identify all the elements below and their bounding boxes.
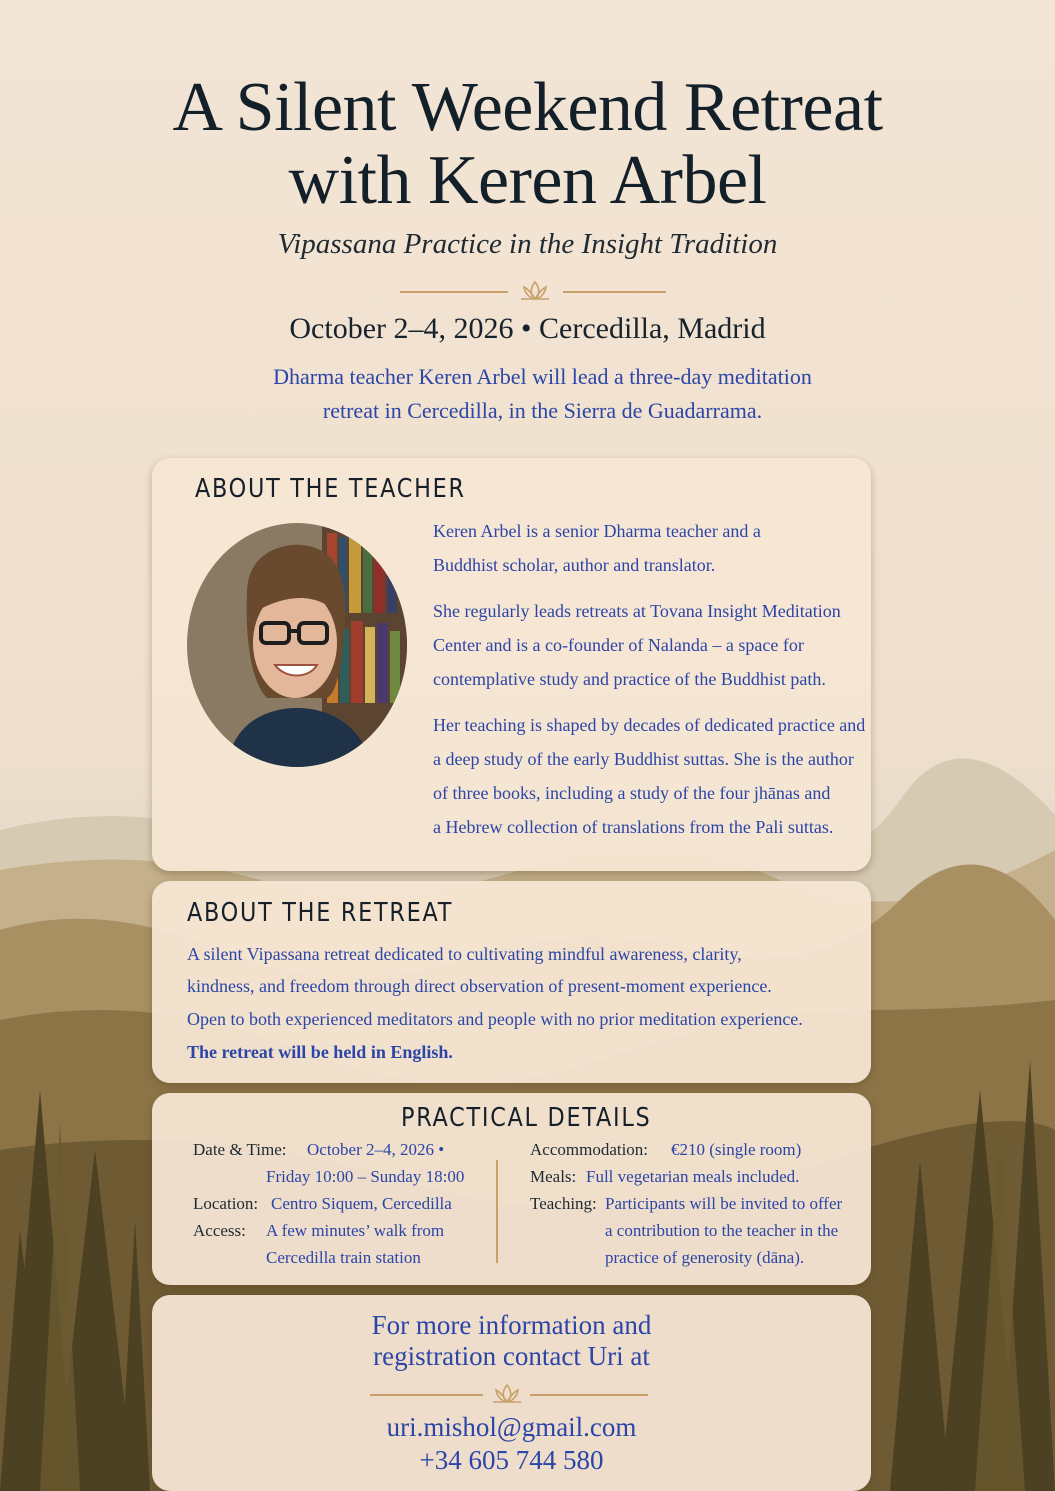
page-title-line-1: A Silent Weekend Retreat — [172, 69, 883, 146]
retreat-line-2: kindness, and freedom through direct observation of present-moment experience. — [187, 976, 772, 996]
teacher-bio-line-7: a deep study of the early Buddhist suttas. She is the author — [433, 749, 854, 769]
retreat-line-3: Open to both experienced meditators and people with no prior meditation experience. — [187, 1009, 803, 1029]
teacher-bio-line-3: She regularly leads retreats at Tovana Insight Meditation — [433, 601, 841, 621]
teaching-label: Teaching: — [530, 1194, 597, 1213]
location-value: Centro Siquem, Cercedilla — [271, 1194, 452, 1213]
contact-line-2: registration contact Uri at — [373, 1341, 650, 1371]
contact-line-1: For more information and — [371, 1310, 652, 1340]
teaching-value-1: Participants will be invited to offer — [605, 1194, 843, 1213]
meals-value: Full vegetarian meals included. — [586, 1167, 800, 1186]
meals-label: Meals: — [530, 1167, 577, 1186]
teacher-bio-line-1: Keren Arbel is a senior Dharma teacher and a — [433, 521, 761, 541]
about-teacher-heading: ABOUT THE TEACHER — [195, 474, 466, 504]
access-value-2: Cercedilla train station — [266, 1248, 421, 1267]
teacher-bio-line-6: Her teaching is shaped by decades of dedicated practice and — [433, 715, 866, 735]
lotus-icon — [518, 279, 552, 303]
details-column-divider — [496, 1160, 498, 1263]
teacher-portrait — [187, 523, 407, 767]
teacher-bio-line-4: Center and is a co-founder of Nalanda – a space for — [433, 635, 804, 655]
date-time-label: Date & Time: — [193, 1140, 287, 1159]
intro-line-2: retreat in Cercedilla, in the Sierra de Guadarrama. — [322, 398, 763, 423]
retreat-line-1: A silent Vipassana retreat dedicated to cultivating mindful awareness, clarity, — [187, 944, 742, 964]
divider-right — [563, 291, 666, 293]
contact-email-link[interactable]: uri.mishol@gmail.com — [386, 1412, 637, 1442]
subtitle: Vipassana Practice in the Insight Tradition — [277, 228, 778, 260]
lotus-icon — [490, 1382, 524, 1406]
teaching-value-2: a contribution to the teacher in the — [605, 1221, 839, 1240]
access-label: Access: — [193, 1221, 246, 1240]
location-label: Location: — [193, 1194, 259, 1213]
teacher-bio-line-9: a Hebrew collection of translations from the Pali suttas. — [433, 817, 834, 837]
teacher-bio-line-5: contemplative study and practice of the Buddhist path. — [433, 669, 826, 689]
about-retreat-heading: ABOUT THE RETREAT — [187, 898, 454, 928]
practical-details-heading: PRACTICAL DETAILS — [401, 1103, 652, 1133]
date-location-line: October 2–4, 2026 • Cercedilla, Madrid — [289, 312, 766, 345]
teaching-value-3: practice of generosity (dāna). — [605, 1248, 805, 1267]
retreat-language-note: The retreat will be held in English. — [187, 1042, 453, 1062]
date-time-value-2: Friday 10:00 – Sunday 18:00 — [266, 1167, 465, 1186]
intro-line-1: Dharma teacher Keren Arbel will lead a three-day meditation — [273, 364, 812, 389]
contact-divider-left — [370, 1394, 483, 1396]
page-title-line-2: with Keren Arbel — [288, 142, 767, 219]
teacher-bio-line-8: of three books, including a study of the four jhānas and — [433, 783, 831, 803]
contact-phone-link[interactable]: +34 605 744 580 — [419, 1445, 604, 1475]
accommodation-label: Accommodation: — [530, 1140, 649, 1159]
divider-left — [400, 291, 508, 293]
contact-divider-right — [530, 1394, 648, 1396]
accommodation-value: €210 (single room) — [671, 1140, 802, 1159]
date-time-value-1: October 2–4, 2026 • — [307, 1140, 445, 1159]
access-value-1: A few minutes’ walk from — [266, 1221, 445, 1240]
teacher-bio-line-2: Buddhist scholar, author and translator. — [433, 555, 716, 575]
